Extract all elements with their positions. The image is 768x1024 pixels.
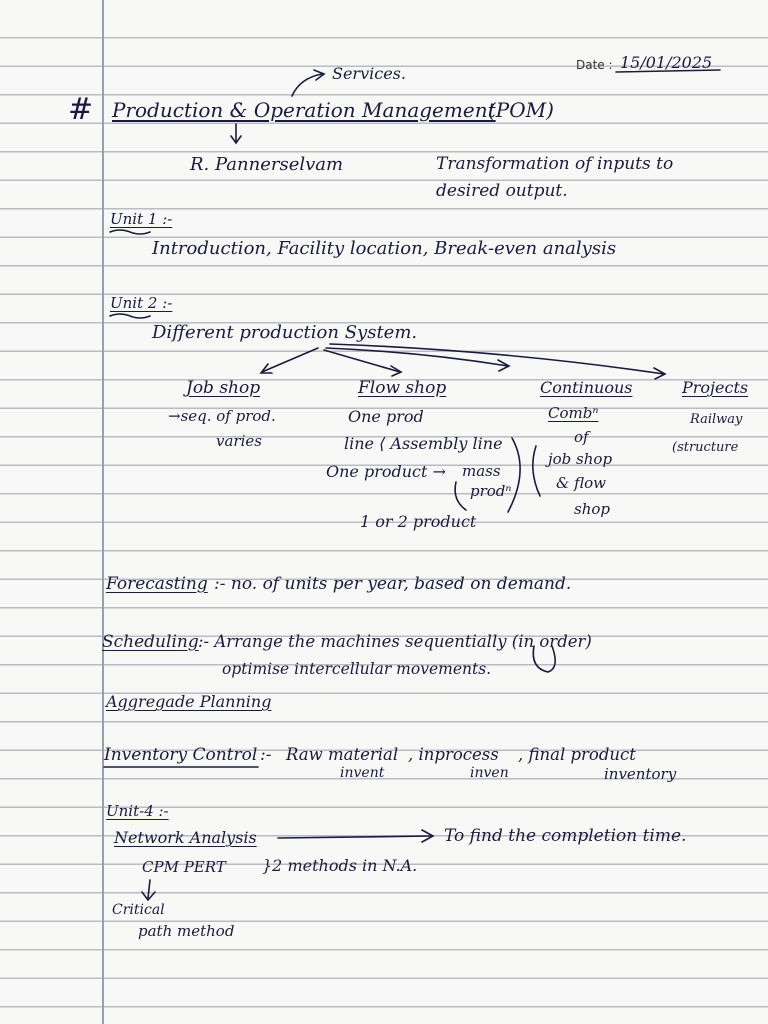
scheduling-line-2: optimise intercellular movements.	[222, 660, 492, 678]
job-shop-line-2: varies	[216, 432, 262, 450]
critical-line-1: Critical	[112, 902, 165, 918]
flow-shop-line-1: One prod	[348, 407, 424, 426]
author: R. Pannerselvam	[190, 154, 344, 175]
continuous-bracket	[533, 446, 540, 496]
continuous-title: Continuous	[540, 378, 633, 397]
date-value: 15/01/2025	[620, 53, 713, 72]
job-shop-title: Job shop	[186, 378, 261, 398]
inventory-sub-inprocess: inven	[470, 765, 509, 781]
network-analysis: Network Analysis	[114, 828, 257, 847]
cpm-pert: CPM PERT	[142, 858, 226, 876]
services-note: Services.	[332, 64, 406, 83]
flow-shop-mass: mass	[462, 462, 501, 480]
scheduling-text: :- Arrange the machines sequentially (in order)	[198, 632, 592, 651]
arrow-projects	[330, 344, 664, 374]
critical-line-2: path method	[138, 922, 235, 940]
continuous-of: of	[574, 428, 589, 446]
inventory-inprocess: , inprocess	[408, 745, 499, 764]
page-title: Production & Operation Management	[112, 98, 496, 122]
continuous-comb: Combⁿ	[548, 404, 599, 422]
inventory-sub-final: inventory	[604, 765, 677, 783]
unit2-label: Unit 2 :-	[110, 294, 173, 312]
job-shop-line-1: →seq. of prod.	[168, 407, 276, 425]
definition-line-2: desired output.	[436, 181, 568, 201]
definition-line-1: Transformation of inputs to	[436, 154, 674, 174]
network-desc: To find the completion time.	[444, 826, 687, 846]
inventory-label: Inventory Control	[104, 745, 258, 765]
scheduling-label: Scheduling	[102, 632, 199, 652]
arrow-flow-shop	[324, 350, 400, 372]
inventory-sub-raw: invent	[340, 765, 385, 781]
continuous-flow: & flow	[556, 474, 606, 492]
critical-arrow	[148, 880, 150, 898]
mass-prod-bracket	[508, 438, 520, 512]
aggregate-planning-label: Aggregade Planning	[106, 692, 272, 711]
inventory-final: , final product	[518, 745, 636, 764]
title-abbr: (POM)	[488, 98, 554, 122]
scheduling-loop	[533, 646, 555, 672]
flow-shop-line-3: One product →	[326, 462, 446, 481]
unit1-squiggle	[110, 230, 150, 234]
unit1-label: Unit 1 :-	[110, 210, 173, 228]
flow-shop-prodn: prodⁿ	[470, 482, 512, 500]
network-arrow	[278, 836, 432, 838]
unit2-topic: Different production System.	[152, 322, 418, 343]
date-underline	[616, 70, 720, 72]
flow-shop-title: Flow shop	[358, 378, 447, 398]
unit1-topics: Introduction, Facility location, Break-even analysis	[152, 238, 617, 259]
inventory-sep: :-	[260, 745, 272, 765]
continuous-shop: shop	[574, 500, 610, 518]
flow-shop-line-2: line ⟨ Assembly line	[344, 434, 503, 453]
forecasting-text: :- no. of units per year, based on demand.	[214, 574, 572, 594]
mass-prod-bracket-left	[455, 482, 466, 510]
methods-note: }2 methods in N.A.	[262, 856, 418, 875]
unit2-squiggle	[110, 314, 150, 318]
projects-line-1: Railway	[690, 412, 743, 427]
date-label: Date :	[576, 58, 613, 72]
inventory-raw: Raw material	[286, 745, 399, 764]
flow-shop-line-4: 1 or 2 product	[360, 512, 477, 531]
arrow-job-shop	[262, 348, 318, 372]
title-hash: #	[68, 92, 94, 127]
continuous-job-shop: job shop	[548, 450, 613, 468]
projects-title: Projects	[682, 378, 749, 397]
services-arrow	[292, 74, 322, 96]
arrow-continuous	[326, 348, 508, 366]
unit4-label: Unit-4 :-	[106, 802, 169, 820]
projects-line-2: (structure	[672, 440, 739, 455]
forecasting-label: Forecasting	[106, 574, 208, 594]
